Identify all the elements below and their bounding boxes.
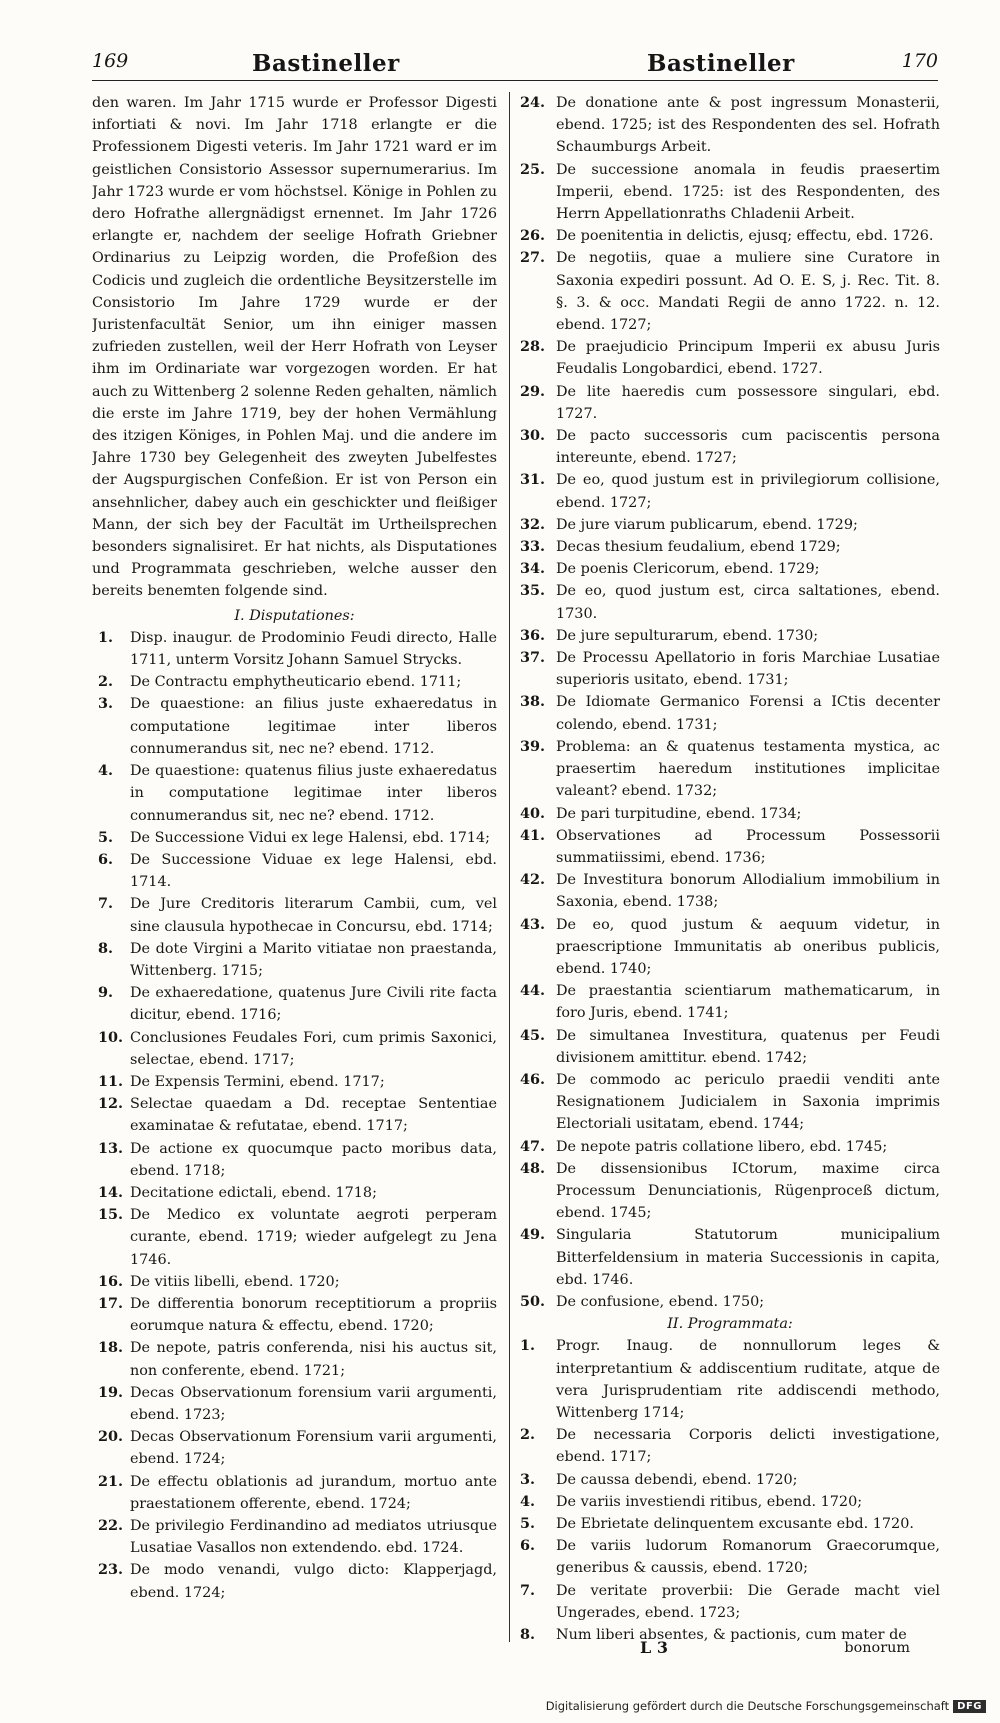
entry-number: 36. bbox=[520, 626, 546, 644]
bibliography-entry bbox=[92, 1182, 497, 1204]
entry-number: 11. bbox=[98, 1072, 124, 1090]
bibliography-entry bbox=[520, 1158, 940, 1225]
bibliography-entry bbox=[520, 736, 940, 803]
bibliography-entry bbox=[92, 760, 497, 827]
bibliography-entry bbox=[92, 982, 497, 1026]
bibliography-entry bbox=[520, 381, 940, 425]
bibliography-entry bbox=[520, 1335, 940, 1424]
entry-text: De effectu oblationis ad jurandum, mortuo ante praestationem offerente, ebend. 1724; bbox=[130, 1473, 497, 1512]
entry-number: 4. bbox=[98, 762, 114, 780]
entry-number: 7. bbox=[98, 895, 114, 913]
bibliography-entry bbox=[92, 1093, 497, 1137]
entry-text: De variis ludorum Romanorum Graecorumque, generibus & caussis, ebend. 1720; bbox=[556, 1538, 940, 1577]
entry-text: Num liberi absentes, & pactionis, cum mater de bbox=[556, 1627, 907, 1644]
entry-text: De differentia bonorum receptitiorum a propriis eorumque natura & effectu, ebend. 1720; bbox=[130, 1295, 497, 1335]
entry-text: De eo, quod justum est in privilegiorum collisione, ebend. 1727; bbox=[556, 472, 940, 511]
bibliography-entry bbox=[92, 893, 497, 937]
entry-text: De privilegio Ferdinandino ad mediatos utriusque Lusatiae Vasallos non extendendo. ebd. 1724. bbox=[130, 1518, 497, 1557]
bibliography-entry bbox=[520, 425, 940, 469]
entry-text: De dissensionibus ICtorum, maxime circa Processum Denunciationis, Rügenproceß dictum, ebend. 1745; bbox=[556, 1160, 940, 1222]
entry-text: De Successione Viduae ex lege Halensi, ebd. 1714. bbox=[130, 851, 497, 891]
entry-number: 7. bbox=[520, 1581, 536, 1599]
entry-text: De Investitura bonorum Allodialium immobilium in Saxonia, ebend. 1738; bbox=[556, 872, 940, 911]
entry-number: 50. bbox=[520, 1292, 546, 1310]
entry-number: 16. bbox=[98, 1272, 124, 1290]
entry-text: De nepote patris collatione libero, ebd. 1745; bbox=[556, 1138, 888, 1155]
biography-paragraph: den waren. Im Jahr 1715 wurde er Professor Digesti infortiati & novi. Im Jahr 1718 erlangte er die Professionem Digesti veteris. Im Jahr 1721 ward er im geistlichen Consistorio Assessor supernumerarius. Im Jahr 1723 wurde er vom höchstsel. Könige in Pohlen zu dero Hofrathe allergnädigst ernennet. Im Jahr 1726 erlangte er, nachdem der seelige Hofrath Griebner Ordinarius zu Leipzig worden, die Profeßion des Codicis und zugleich die ordentliche Beysitzerstelle im Consistorio Im Jahre 1729 wurde er der Juristenfacultät Senior, um ihn einiger massen zufrieden zustellen, weil der Herr Hofrath von Leyser ihm im Ordinariate war vorgezogen worden. Er hat auch zu Wittenberg 2 solenne Reden gehalten, nämlich die erste im Jahre 1719, bey der hohen Vermählung des itzigen Königes, in Pohlen Maj. und die andere im Jahre 1730 bey Gelegenheit des zweyten Jubelfestes der Augspurgischen Confeßion. Er ist von Person ein ansehnlicher, dabey auch ein geschickter und fleißiger Mann, der sich bey der Facultät im Urtheilsprechen besonders signalisiret. Er hat nichts, als Disputationes und Programmata geschrieben, welche ausser den bereits benemten folgende sind. bbox=[92, 95, 497, 600]
entry-number: 12. bbox=[98, 1095, 124, 1113]
bibliography-entry bbox=[92, 1271, 497, 1293]
entry-number: 42. bbox=[520, 871, 546, 889]
bibliography-entry bbox=[520, 225, 940, 247]
entry-text: Decas Observationum forensium varii argumenti, ebend. 1723; bbox=[130, 1384, 497, 1423]
entry-number: 13. bbox=[98, 1139, 124, 1157]
entry-number: 47. bbox=[520, 1137, 546, 1155]
entry-text: De poenis Clericorum, ebend. 1729; bbox=[556, 561, 820, 578]
entry-number: 18. bbox=[98, 1339, 124, 1357]
bibliography-entry bbox=[520, 536, 940, 558]
entry-number: 45. bbox=[520, 1026, 546, 1044]
bibliography-entry bbox=[520, 1025, 940, 1069]
disputationes-list bbox=[92, 627, 497, 1604]
entry-number: 2. bbox=[520, 1426, 536, 1444]
bibliography-entry bbox=[92, 1293, 497, 1337]
entry-number: 32. bbox=[520, 515, 546, 533]
running-header bbox=[92, 46, 938, 81]
entry-text: De Expensis Termini, ebend. 1717; bbox=[130, 1073, 385, 1090]
entry-number: 40. bbox=[520, 804, 546, 822]
entry-number: 9. bbox=[98, 984, 114, 1002]
entry-text: Singularia Statutorum municipalium Bitterfeldensium in materia Successionis in capita, ebd. 1746. bbox=[556, 1227, 940, 1288]
bibliography-entry bbox=[92, 1138, 497, 1182]
entry-number: 49. bbox=[520, 1226, 546, 1244]
entry-text: De praejudicio Principum Imperii ex abusu Juris Feudalis Longobardici, ebend. 1727. bbox=[556, 339, 940, 378]
entry-text: De necessaria Corporis delicti investigatione, ebend. 1717; bbox=[556, 1427, 940, 1466]
section-heading-programmata: II. Programmata: bbox=[667, 1316, 793, 1333]
bibliography-entry bbox=[520, 1469, 940, 1491]
bibliography-entry bbox=[520, 1224, 940, 1291]
entry-number: 30. bbox=[520, 427, 546, 445]
entry-text: De eo, quod justum est, circa saltationes, ebend. 1730. bbox=[556, 583, 940, 622]
bibliography-entry bbox=[520, 1535, 940, 1579]
entry-number: 24. bbox=[520, 94, 546, 111]
entry-number: 22. bbox=[98, 1517, 124, 1534]
entry-text: De Jure Creditoris literarum Cambii, cum, vel sine clausula hypothecae in Concursu, ebd. 1714; bbox=[130, 896, 497, 935]
bibliography-entry bbox=[520, 825, 940, 869]
entry-text: Selectae quaedam a Dd. receptae Sententiae examinatae & refutatae, ebend. 1717; bbox=[130, 1096, 497, 1135]
entry-text: De exhaeredatione, quatenus Jure Civili rite facta dicitur, ebend. 1716; bbox=[130, 985, 497, 1024]
bibliography-entry bbox=[92, 1559, 497, 1603]
bibliography-entry bbox=[92, 693, 497, 760]
section-heading-disputationes: I. Disputationes: bbox=[234, 607, 355, 624]
entry-text: De successione anomala in feudis praesertim Imperii, ebend. 1725: ist des Respondenten, des Herrn Appellationraths Chladenii Arbeit. bbox=[556, 161, 940, 223]
entry-number: 25. bbox=[520, 160, 546, 178]
entry-number: 15. bbox=[98, 1206, 124, 1224]
footer-text: Digitalisierung gefördert durch die Deutsche Forschungsgemeinschaft bbox=[545, 1699, 950, 1713]
entry-number: 23. bbox=[98, 1561, 124, 1579]
entry-text: Decitatione edictali, ebend. 1718; bbox=[130, 1184, 377, 1201]
entry-text: De variis investiendi ritibus, ebend. 1720; bbox=[556, 1493, 863, 1510]
catchword: bonorum bbox=[844, 1640, 910, 1656]
dfg-logo: DFG bbox=[953, 1700, 986, 1713]
bibliography-entry bbox=[520, 1580, 940, 1624]
entry-number: 14. bbox=[98, 1183, 124, 1201]
entry-number: 21. bbox=[98, 1472, 124, 1490]
entry-text: De quaestione: an filius juste exhaeredatus in computatione legitimae inter liberos connumerandus sit, nec ne? ebend. 1712. bbox=[130, 696, 497, 757]
bibliography-entry bbox=[520, 625, 940, 647]
entry-number: 5. bbox=[520, 1515, 536, 1532]
running-title-right: Bastineller bbox=[647, 50, 795, 77]
signature-mark: L 3 bbox=[640, 1638, 668, 1657]
entry-text: De lite haeredis cum possessore singulari, ebd. 1727. bbox=[556, 383, 940, 422]
bibliography-entry bbox=[520, 1424, 940, 1468]
entry-text: De Processu Apellatorio in foris Marchiae Lusatiae superioris usitato, ebend. 1731; bbox=[556, 650, 940, 689]
entry-number: 43. bbox=[520, 915, 546, 933]
entry-text: De veritate proverbii: Die Gerade macht viel Ungerades, ebend. 1723; bbox=[556, 1582, 940, 1621]
entry-text: De actione ex quocumque pacto moribus data, ebend. 1718; bbox=[130, 1140, 497, 1179]
entry-text: De confusione, ebend. 1750; bbox=[556, 1293, 765, 1310]
entry-text: De praestantia scientiarum mathematicarum, in foro Juris, ebend. 1741; bbox=[556, 983, 940, 1022]
entry-number: 41. bbox=[520, 826, 546, 844]
entry-number: 4. bbox=[520, 1492, 536, 1510]
bibliography-entry bbox=[92, 1382, 497, 1426]
entry-text: De Ebrietate delinquentem excusante ebd. 1720. bbox=[556, 1516, 914, 1532]
bibliography-entry bbox=[92, 1027, 497, 1071]
entry-number: 6. bbox=[98, 850, 114, 868]
bibliography-entry bbox=[92, 1071, 497, 1093]
entry-number: 48. bbox=[520, 1159, 546, 1177]
entry-text: De pari turpitudine, ebend. 1734; bbox=[556, 805, 802, 822]
bibliography-entry bbox=[520, 1491, 940, 1513]
entry-number: 26. bbox=[520, 227, 546, 245]
entry-text: De pacto successoris cum paciscentis persona intereunte, ebend. 1727; bbox=[556, 428, 940, 467]
entry-number: 3. bbox=[520, 1470, 536, 1488]
entry-number: 20. bbox=[98, 1428, 124, 1446]
entry-number: 29. bbox=[520, 382, 546, 400]
bibliography-entry bbox=[520, 1136, 940, 1158]
entry-number: 10. bbox=[98, 1028, 124, 1046]
entry-number: 46. bbox=[520, 1070, 546, 1088]
entry-text: De poenitentia in delictis, ejusq; effectu, ebd. 1726. bbox=[556, 228, 934, 245]
entry-text: Observationes ad Processum Possessorii summatiissimi, ebend. 1736; bbox=[556, 827, 940, 866]
entry-text: De quaestione: quatenus filius juste exhaeredatus in computatione legitimae inter liberos connumerandus sit, nec ne? ebend. 1712. bbox=[130, 763, 497, 824]
entry-text: Problema: an & quatenus testamenta mystica, ac praesertim haeredum institutiones implicitae valeant? ebend. 1732; bbox=[556, 738, 940, 800]
entry-text: De eo, quod justum & aequum videtur, in praescriptione Immunitatis ab oneribus publicis, ebend. 1740; bbox=[556, 916, 940, 977]
entry-number: 39. bbox=[520, 737, 546, 755]
bibliography-entry bbox=[520, 580, 940, 624]
entry-number: 35. bbox=[520, 582, 546, 600]
entry-number: 28. bbox=[520, 338, 546, 356]
entry-number: 17. bbox=[98, 1294, 124, 1312]
bibliography-entry bbox=[520, 1513, 940, 1535]
entry-number: 27. bbox=[520, 249, 546, 267]
entry-text: Disp. inaugur. de Prodominio Feudi directo, Halle 1711, unterm Vorsitz Johann Samuel Strycks. bbox=[130, 629, 497, 669]
bibliography-entry bbox=[520, 159, 940, 226]
entry-number: 37. bbox=[520, 649, 546, 667]
entry-text: Progr. Inaug. de nonnullorum leges & interpretantium & addiscentium ruditate, atque de vera Jurisprudentiam rite addiscendi methodo, Wittenberg 1714; bbox=[556, 1338, 940, 1421]
bibliography-entry bbox=[520, 869, 940, 913]
entry-text: De Idiomate Germanico Forensi a ICtis decenter colendo, ebend. 1731; bbox=[556, 694, 940, 733]
entry-number: 1. bbox=[98, 628, 114, 646]
bibliography-entry bbox=[520, 691, 940, 735]
entry-text: De Successione Vidui ex lege Halensi, ebd. 1714; bbox=[130, 829, 491, 846]
entry-number: 31. bbox=[520, 471, 546, 489]
entry-text: De jure sepulturarum, ebend. 1730; bbox=[556, 627, 819, 644]
bibliography-entry bbox=[92, 671, 497, 693]
entry-text: De jure viarum publicarum, ebend. 1729; bbox=[556, 516, 858, 533]
entry-text: De simultanea Investitura, quatenus per Feudi divisionem amittitur. ebend. 1742; bbox=[556, 1027, 940, 1066]
entry-text: De donatione ante & post ingressum Monasterii, ebend. 1725; ist des Respondenten des sel. Hofrath Schaumburgs Arbeit. bbox=[556, 95, 940, 156]
entry-text: Decas Observationum Forensium varii argumenti, ebend. 1724; bbox=[130, 1429, 497, 1468]
bibliography-entry bbox=[520, 980, 940, 1024]
bibliography-entry bbox=[520, 247, 940, 336]
running-title-left: Bastineller bbox=[252, 50, 400, 77]
bibliography-entry bbox=[520, 336, 940, 380]
bibliography-entry bbox=[92, 1426, 497, 1470]
entry-text: De vitiis libelli, ebend. 1720; bbox=[130, 1273, 340, 1290]
entry-number: 6. bbox=[520, 1537, 536, 1555]
bibliography-entry bbox=[92, 827, 497, 849]
bibliography-entry bbox=[520, 914, 940, 981]
bibliography-entry bbox=[92, 1204, 497, 1271]
bibliography-entry bbox=[92, 938, 497, 982]
page-number-right: 170 bbox=[901, 50, 938, 72]
entry-number: 8. bbox=[98, 939, 114, 957]
entry-number: 2. bbox=[98, 673, 114, 691]
entry-text: De modo venandi, vulgo dicto: Klapperjagd, ebend. 1724; bbox=[130, 1562, 497, 1601]
entry-number: 38. bbox=[520, 693, 546, 711]
entry-text: De commodo ac periculo praedii venditi ante Resignationem Judicialem in Saxonia imprimis Electoriali usitatam, ebend. 1744; bbox=[556, 1071, 940, 1133]
bibliography-entry bbox=[520, 1291, 940, 1313]
bibliography-entry bbox=[520, 803, 940, 825]
right-column bbox=[520, 92, 940, 1652]
disputationes-list-continued bbox=[520, 92, 940, 1313]
bibliography-entry bbox=[92, 849, 497, 893]
entry-number: 44. bbox=[520, 982, 546, 1000]
entry-number: 19. bbox=[98, 1383, 124, 1401]
bibliography-entry bbox=[520, 469, 940, 513]
entry-number: 5. bbox=[98, 828, 114, 846]
bibliography-entry bbox=[520, 558, 940, 580]
bibliography-entry bbox=[92, 1337, 497, 1381]
entry-number: 33. bbox=[520, 538, 546, 556]
left-column bbox=[92, 92, 497, 1652]
entry-text: De dote Virgini a Marito vitiatae non praestanda, Wittenberg. 1715; bbox=[130, 940, 497, 979]
digitization-footer bbox=[546, 1699, 986, 1713]
entry-text: De caussa debendi, ebend. 1720; bbox=[556, 1471, 798, 1488]
entry-text: Conclusiones Feudales Fori, cum primis Saxonici, selectae, ebend. 1717; bbox=[130, 1029, 497, 1068]
bibliography-entry bbox=[520, 92, 940, 159]
bibliography-entry bbox=[520, 1069, 940, 1136]
entry-text: De Contractu emphytheuticario ebend. 1711; bbox=[130, 674, 462, 691]
bibliography-entry bbox=[92, 627, 497, 671]
entry-number: 1. bbox=[520, 1337, 536, 1355]
bibliography-entry bbox=[92, 1471, 497, 1515]
bibliography-entry bbox=[520, 514, 940, 536]
entry-text: De nepote, patris conferenda, nisi his auctus sit, non conferente, ebend. 1721; bbox=[130, 1340, 497, 1379]
column-divider bbox=[509, 92, 510, 1642]
entry-number: 8. bbox=[520, 1626, 536, 1644]
entry-text: De negotiis, quae a muliere sine Curatore in Saxonia expediri possunt. Ad O. E. S, j. Rec. Tit. 8. §. 3. & occ. Mandati Regii de anno 1722. n. 12. ebend. 1727; bbox=[556, 250, 940, 334]
entry-number: 3. bbox=[98, 695, 114, 713]
entry-text: De Medico ex voluntate aegroti perperam curante, ebend. 1719; wieder aufgelegt zu Jena 1746. bbox=[130, 1207, 497, 1268]
programmata-list bbox=[520, 1335, 940, 1646]
page-number-left: 169 bbox=[92, 50, 129, 72]
entry-number: 34. bbox=[520, 560, 546, 578]
entry-text: Decas thesium feudalium, ebend 1729; bbox=[556, 539, 841, 556]
bibliography-entry bbox=[92, 1515, 497, 1559]
bibliography-entry bbox=[520, 647, 940, 691]
